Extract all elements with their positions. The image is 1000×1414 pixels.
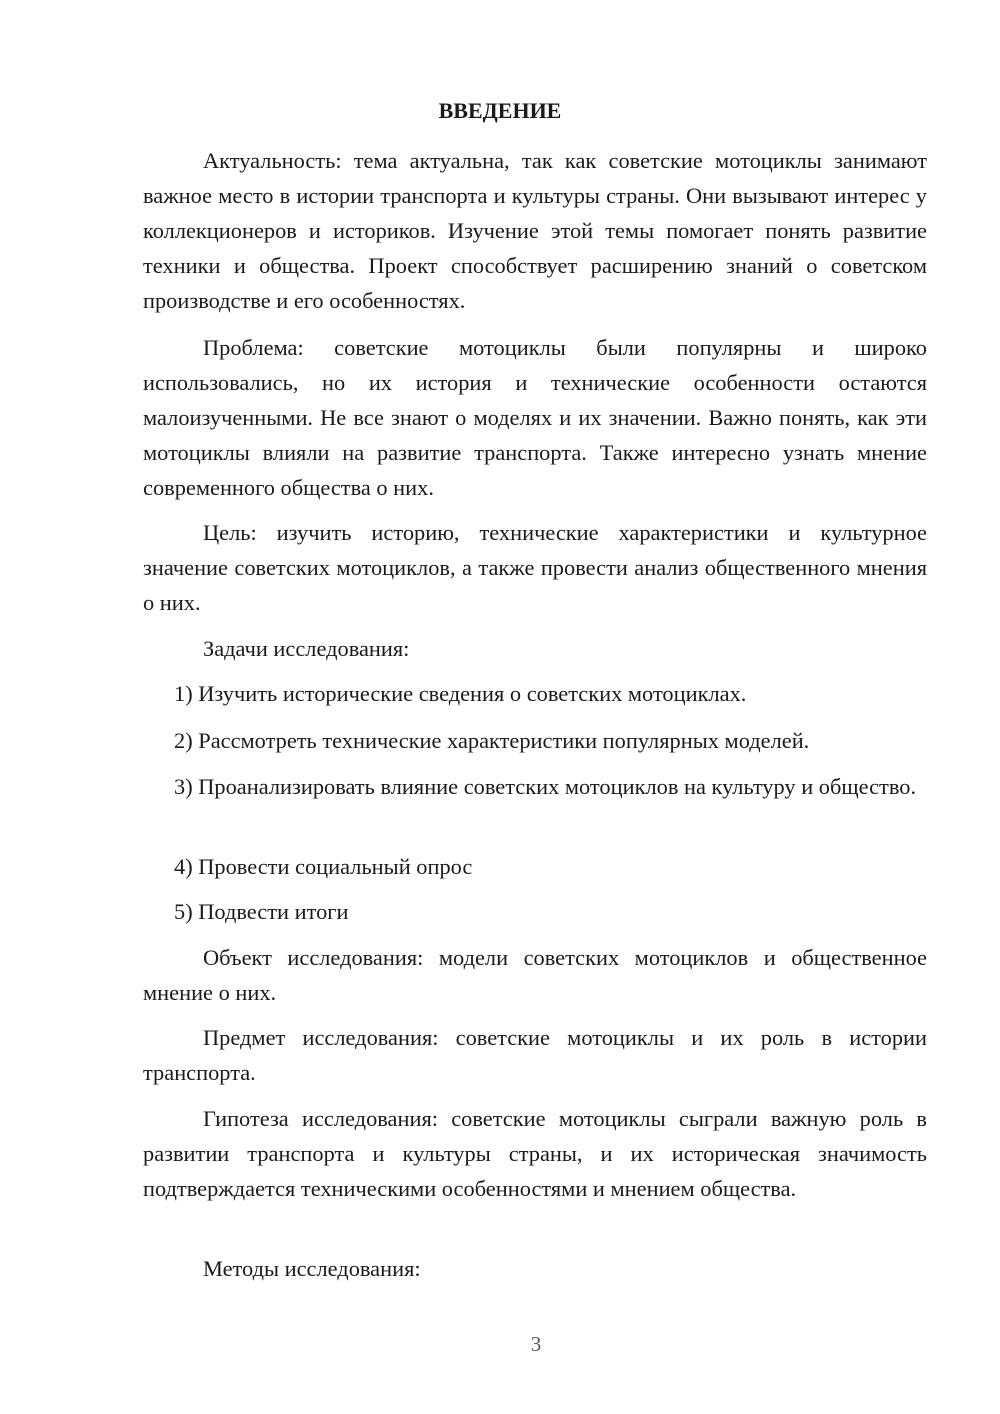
- task-item-3: 3) Проанализировать влияние советских мотоциклов на культуру и общество.: [174, 774, 917, 799]
- section-title: ВВЕДЕНИЕ: [438, 98, 562, 123]
- task-item-1: 1) Изучить исторические сведения о советских мотоциклах.: [174, 681, 747, 706]
- task-item-5: 5) Подвести итоги: [174, 899, 349, 924]
- paragraph-relevance: Актуальность: тема актуальна, так как советские мотоциклы занимают важное место в истории транспорта и культуры страны. Они вызывают интерес у коллекционеров и историков. Изучение этой темы помогает понять развитие техники и общества. Проект способствует расширению знаний о советском производстве и его особенностях.: [143, 148, 927, 314]
- paragraph-tasks-heading: Задачи исследования:: [203, 636, 410, 661]
- task-item-2: 2) Рассмотреть технические характеристики популярных моделей.: [174, 728, 810, 753]
- paragraph-goal: Цель: изучить историю, технические характеристики и культурное значение советских мотоциклов, а также провести анализ общественного мнения о них.: [143, 520, 927, 616]
- task-item-4: 4) Провести социальный опрос: [174, 854, 473, 879]
- paragraph-object: Объект исследования: модели советских мотоциклов и общественное мнение о них.: [143, 945, 927, 1006]
- paragraph-hypothesis: Гипотеза исследования: советские мотоциклы сыграли важную роль в развитии транспорта и культуры страны, и их историческая значимость подтверждается техническими особенностями и мнением общества.: [143, 1106, 927, 1202]
- page-number: 3: [530, 1332, 542, 1356]
- paragraph-methods: Методы исследования:: [203, 1256, 421, 1281]
- paragraph-subject: Предмет исследования: советские мотоциклы и их роль в истории транспорта.: [143, 1025, 927, 1086]
- paragraph-problem: Проблема: советские мотоциклы были популярны и широко использовались, но их история и технические особенности остаются малоизученными. Не все знают о моделях и их значении. Важно понять, как эти мотоциклы влияли на развитие транспорта. Также интересно узнать мнение современного общества о них.: [143, 335, 927, 501]
